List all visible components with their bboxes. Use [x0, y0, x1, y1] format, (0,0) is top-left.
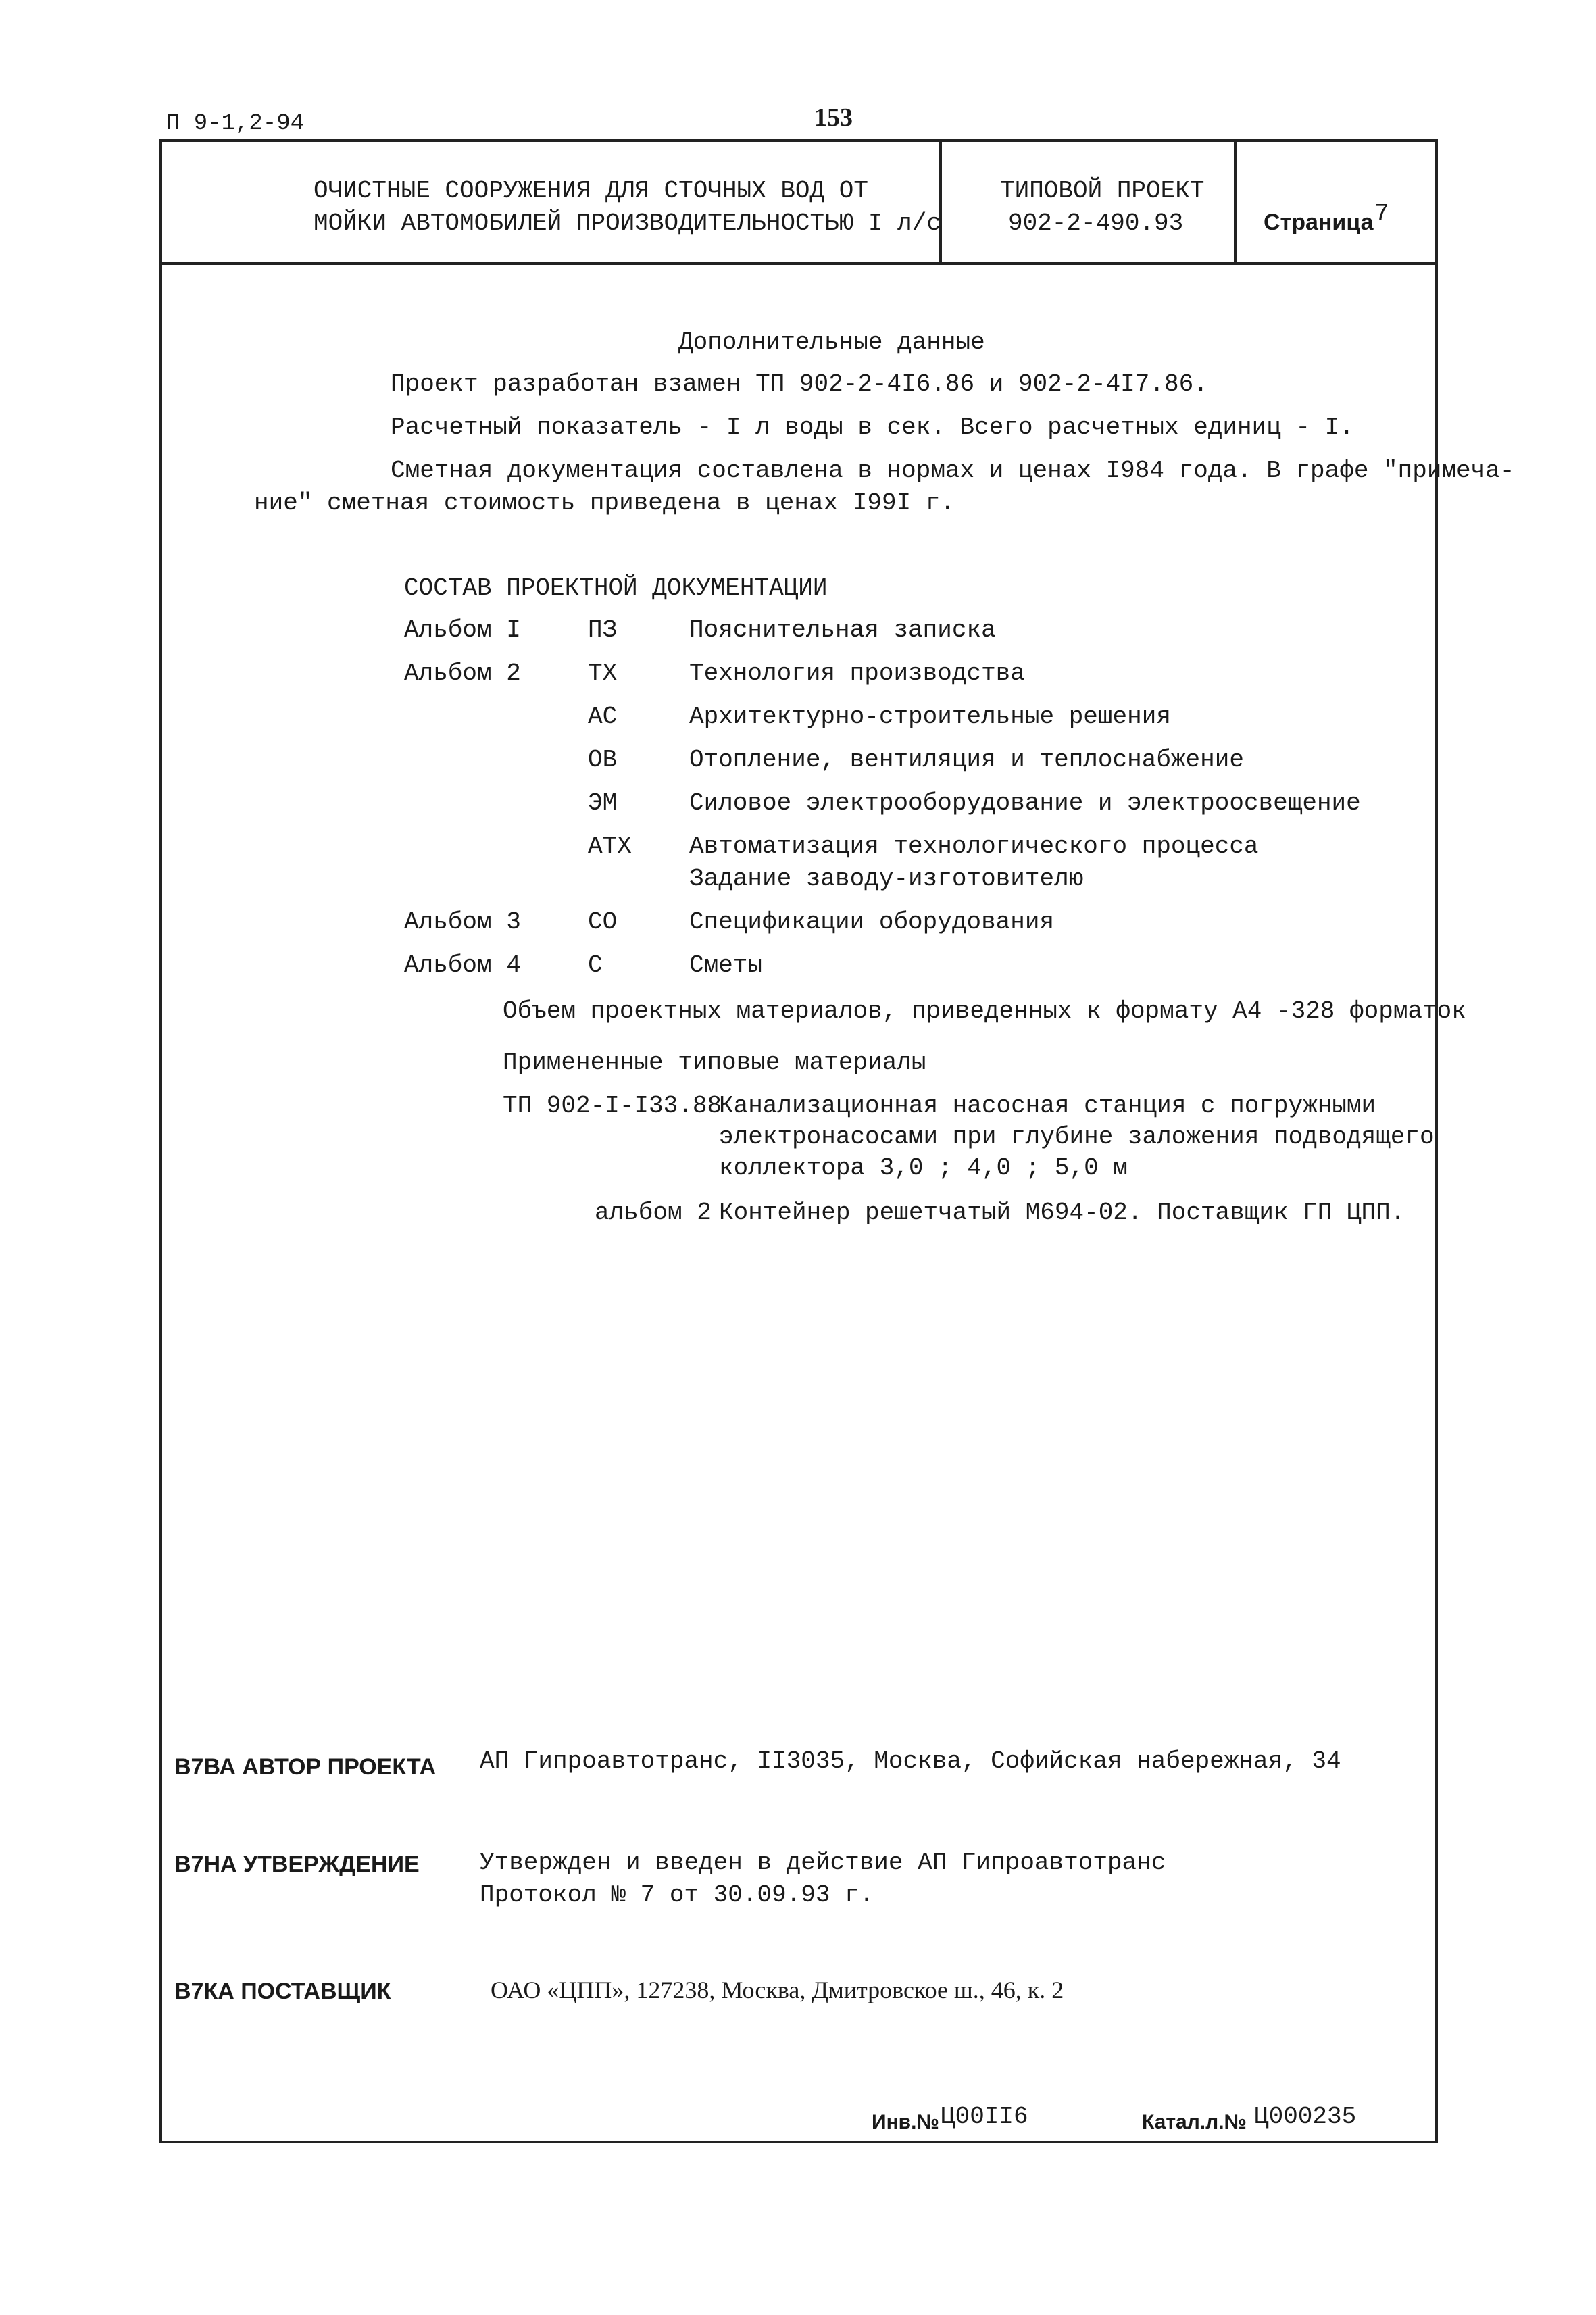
doc-code: С — [588, 951, 603, 979]
doc-code: ОВ — [588, 746, 618, 774]
doc-code: ТХ — [588, 659, 618, 687]
author-label: В7ВА АВТОР ПРОЕКТА — [174, 1754, 437, 1780]
header-divider-v1 — [939, 139, 942, 265]
doc-code: ПЗ — [588, 616, 618, 644]
volume-note: Объем проектных материалов, приведенных к формату А4 -328 форматок — [503, 997, 1466, 1025]
page-number: 153 — [814, 103, 853, 132]
doc-album: Альбом 3 — [404, 908, 521, 936]
doc-title: Спецификации оборудования — [689, 908, 1055, 936]
doc-title: Автоматизация технологического процесса — [689, 832, 1259, 860]
doc-code: СО — [588, 908, 618, 936]
doc-title: Пояснительная записка — [689, 616, 996, 644]
doc-title: Сметы — [689, 951, 763, 979]
sheet-label: Страница — [1264, 209, 1374, 235]
page-code: П 9-1,2-94 — [166, 111, 305, 136]
project-number: 902-2-490.93 — [1008, 209, 1184, 237]
applied-code: ТП 902-I-I33.88 — [503, 1092, 722, 1120]
project-label: ТИПОВОЙ ПРОЕКТ — [1000, 177, 1205, 205]
author-text: АП Гипроавтотранс, II3035, Москва, Софийская набережная, 34 — [480, 1747, 1341, 1775]
approval-line2: Протокол № 7 от 30.09.93 г. — [480, 1881, 874, 1909]
calc-indicator-note: Расчетный показатель - I л воды в сек. Всего расчетных единиц - I. — [391, 414, 1354, 441]
applied-desc-line3: коллектора 3,0 ; 4,0 ; 5,0 м — [719, 1154, 1128, 1182]
doc-code: АТХ — [588, 832, 632, 860]
additional-data-heading: Дополнительные данные — [678, 328, 985, 356]
doc-title: Архитектурно-строительные решения — [689, 703, 1171, 730]
sheet-number: 7 — [1374, 200, 1389, 228]
applied-desc-line1: Канализационная насосная станция с погружными — [719, 1092, 1376, 1120]
applied-album-code: альбом 2 — [595, 1199, 712, 1226]
doc-album: Альбом 4 — [404, 951, 521, 979]
doc-album: Альбом I — [404, 616, 521, 644]
approval-line1: Утвержден и введен в действие АП Гипроавтотранс — [480, 1849, 1166, 1876]
header-divider-v2 — [1234, 139, 1237, 265]
header-divider — [159, 262, 1438, 265]
composition-title: СОСТАВ ПРОЕКТНОЙ ДОКУМЕНТАЦИИ — [404, 574, 828, 602]
supplier-label: В7КА ПОСТАВЩИК — [174, 1978, 391, 2004]
estimate-note-line2: ние" сметная стоимость приведена в ценах I99I г. — [254, 489, 955, 517]
doc-title: Технология производства — [689, 659, 1025, 687]
header-title-line1: ОЧИСТНЫЕ СООРУЖЕНИЯ ДЛЯ СТОЧНЫХ ВОД ОТ — [314, 177, 868, 205]
doc-title: Силовое электрооборудование и электроосвещение — [689, 789, 1361, 817]
supplier-text: ОАО «ЦПП», 127238, Москва, Дмитровское ш., 46, к. 2 — [491, 1976, 1064, 2003]
doc-code: ЭМ — [588, 789, 618, 817]
applied-materials-title: Примененные типовые материалы — [503, 1049, 926, 1076]
header-title-line2: МОЙКИ АВТОМОБИЛЕЙ ПРОИЗВОДИТЕЛЬНОСТЬЮ I л/с — [314, 209, 941, 237]
estimate-note-line1: Сметная документация составлена в нормах и ценах I984 года. В графе "примеча- — [391, 457, 1515, 484]
applied-album-desc: Контейнер решетчатый М694-02. Поставщик ГП ЦПП. — [719, 1199, 1405, 1226]
doc-title: Отопление, вентиляция и теплоснабжение — [689, 746, 1244, 774]
catalog-number: Ц000235 — [1254, 2103, 1357, 2131]
replacement-note: Проект разработан взамен ТП 902-2-4I6.86 и 902-2-4I7.86. — [391, 370, 1208, 398]
doc-album: Альбом 2 — [404, 659, 521, 687]
doc-code: АС — [588, 703, 618, 730]
inventory-label: Инв.№ — [872, 2111, 939, 2133]
catalog-label: Катал.л.№ — [1142, 2111, 1247, 2133]
approval-label: В7НА УТВЕРЖДЕНИЕ — [174, 1851, 420, 1877]
applied-desc-line2: электронасосами при глубине заложения подводящего — [719, 1123, 1435, 1151]
inventory-number: Ц00II6 — [941, 2103, 1028, 2131]
doc-title: Задание заводу-изготовителю — [689, 865, 1084, 893]
